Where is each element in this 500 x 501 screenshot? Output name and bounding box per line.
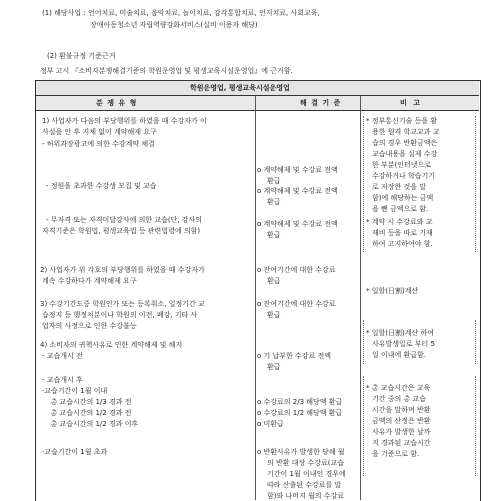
resolution-line: 환급 (267, 177, 281, 185)
dispute-line: ·교습기간이 1월 초과 (42, 448, 108, 456)
dispute-line: 사실을 안 후 지체 없이 계약해제 요구 (42, 128, 157, 136)
section-heading: (2) 환불규정 기준근거 (47, 52, 116, 60)
resolution-line: 따라 산출된 수강료를 말 (267, 481, 342, 489)
resolution-line: 환급 (267, 231, 281, 239)
resolution-line: 환급 (267, 363, 281, 371)
dispute-line: 업자의 사정으로 인한 수강불능 (42, 322, 137, 330)
dispute-line: 계속 수강하다가 계약해제 요구 (42, 277, 137, 285)
resolution-line: 기간이 1월 이내인 경우에 (267, 470, 346, 478)
dispute-line: - 허위과장광고에 의한 수강계약 체결 (42, 140, 155, 148)
resolution-line: 환급 (267, 311, 281, 319)
remark-line: 기간 중의 총 교습 (372, 395, 427, 403)
remark-line: 수강하거나 학습기기 (372, 172, 436, 180)
dispute-line: - 교습개시 후 (42, 376, 83, 384)
column-divider-1 (255, 96, 256, 500)
dispute-line: - 교습개시 전 (42, 352, 83, 360)
dispute-line: 총 교습시간의 1/3 경과 전 (46, 398, 132, 406)
service-list-line2: 장애아동청소년 자립역량강화서비스(실비 이용자 해당) (90, 21, 258, 29)
remark-line: * 일할(日割)계산 하여 (366, 329, 434, 337)
resolution-line: o 잔여기간에 대한 수강료 (257, 300, 336, 308)
resolution-line: 의 반환 대상 수강료(교습 (267, 459, 345, 467)
remark-line: 시간을 말하며 반환 (372, 406, 431, 414)
dispute-line: 자격기준은 학원법, 평생교육법 등 관련법령에 의함) (42, 227, 201, 235)
dispute-line: ·교습기간이 1월 이내 (42, 387, 108, 395)
resolution-line: 환급 (267, 277, 281, 285)
remark-dotted-divider (475, 116, 476, 252)
remark-dotted-divider (363, 116, 364, 252)
section-description: 정부 고시 『소비자분쟁해결기준의 학원운영업 및 평생교육시설운영업』에 근거함. (40, 67, 293, 75)
remark-line: 함)에 해당하는 금액 (372, 194, 434, 202)
resolution-line: 환급 (267, 198, 281, 206)
resolution-line: o 기 납부한 수강료 전액 (257, 352, 332, 360)
header-remarks: 비 고 (400, 99, 422, 107)
remark-line: 한 부분(인터넷으로 (372, 161, 432, 169)
resolution-line: o 계약해제 및 수강료 전액 (257, 187, 338, 195)
resolution-line: o 반환사유가 발생한 당해 월 (257, 448, 345, 456)
remark-line: 금액의 산정은 반환 (372, 417, 431, 425)
dispute-line: 습정지 등 행정처분이나 학원의 이전, 폐강, 기타 사 (42, 311, 198, 319)
remark-line: 을 기준으로 함. (372, 450, 420, 458)
resolution-line: o 수강료의 1/2 해당액 환급 (257, 409, 343, 417)
dispute-line: 3) 수강기간도중 학원인가 또는 등록취소, 일정기간 교 (40, 300, 205, 308)
remark-line: * 총 교습시간은 교육 (366, 384, 431, 392)
service-list-line1: (1) 해당사업 : 언어치료, 미술치료, 음악치료, 놀이치료, 감각통합치료, 인지치료, 사회교육, (42, 9, 320, 17)
remark-line: 일 이내에 환급함. (372, 351, 427, 359)
remark-line: 용한 원격 학교교과 교 (372, 128, 440, 136)
column-divider-2 (360, 96, 361, 500)
remark-line: * 일할(日割)계산 (366, 287, 419, 295)
remark-line: 지 경과된 교습시간 (372, 439, 431, 447)
remark-dotted-divider (363, 376, 364, 476)
remark-line: 습의 경우 반환금액은 (372, 139, 438, 147)
remark-line: * 계약 시 수강료와 교 (366, 218, 433, 226)
remark-line: * 정부통신기술 등을 활 (366, 117, 438, 125)
remark-dotted-divider (475, 376, 476, 476)
remark-line: 을 뺀 금액으로 함. (372, 205, 429, 213)
resolution-line: o 계약해제 및 수강료 전액 (257, 166, 338, 174)
dispute-line: 총 교습시간의 1/2 경과 전 (46, 409, 132, 417)
dispute-line: 총 교습시간의 1/2 경과 이후 (46, 420, 139, 428)
dispute-line: 2) 사업자가 위 각호의 부당행위를 하였을 때 수강자가 (40, 266, 205, 274)
resolution-line: o 계약해제 및 수강료 전액 (257, 220, 338, 228)
resolution-line: o 잔여기간에 대한 수강료 (257, 266, 336, 274)
remark-line: 로 저장한 것을 말 (372, 183, 427, 191)
resolution-line: o 미환급 (257, 420, 284, 428)
header-resolution: 해 결 기 준 (300, 99, 342, 107)
header-dispute-type: 분 쟁 유 형 (96, 99, 138, 107)
remark-line: 재비 등을 따로 기재 (372, 229, 433, 237)
dispute-line: 4) 소비자의 귀책사유로 인한 계약해제 및 해지 (40, 341, 183, 349)
dispute-line: - 무자격 또는 자격미달강사에 의한 교습(단, 강사의 (46, 216, 203, 224)
remark-line: 하여 고지하여야 함. (372, 240, 433, 248)
remark-line: 사유가 발생한 날까 (372, 428, 431, 436)
dispute-line: - 정원을 초과한 수강생 모집 및 교습 (46, 182, 157, 190)
remark-line: 사유발생일로 부터 5 (372, 340, 435, 348)
remark-dotted-divider (475, 320, 476, 364)
table-title: 학원운영업, 평생교육시설운영업 (190, 84, 290, 92)
remark-dotted-divider (363, 320, 364, 364)
remark-line: 교습내용을 실제 수강 (372, 150, 438, 158)
resolution-line: o 수강료의 2/3 해당액 환급 (257, 398, 343, 406)
resolution-line: 함)와 나머지 월의 수강료 (267, 492, 345, 500)
dispute-line: 1) 사업자가 다음의 부당행위를 하였을 때 수강자가 이 (42, 117, 207, 125)
